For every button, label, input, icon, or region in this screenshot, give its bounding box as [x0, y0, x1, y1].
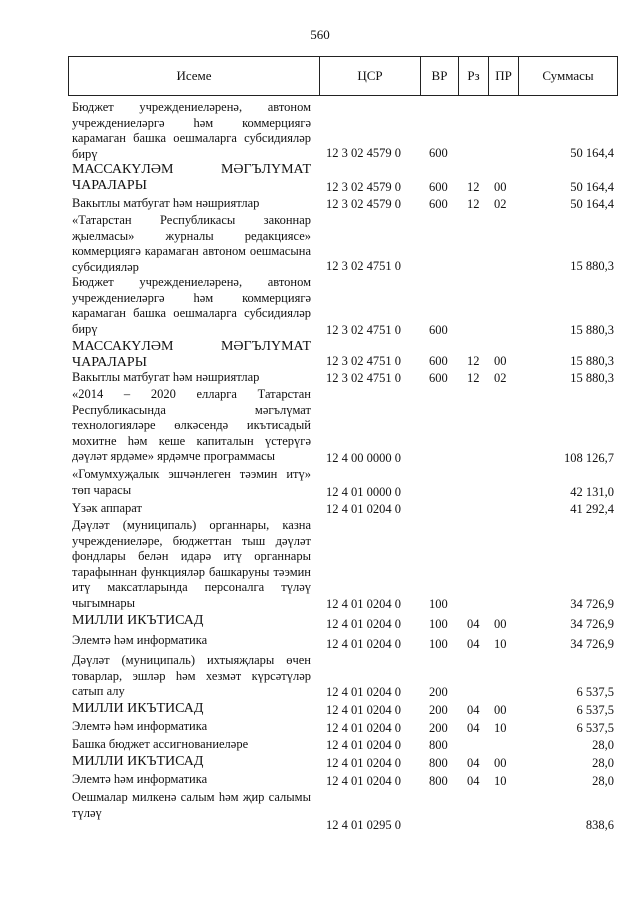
row-pr: 02	[494, 197, 507, 212]
row-csr: 12 3 02 4579 0	[326, 197, 401, 212]
table-row	[0, 737, 640, 754]
row-pr: 00	[494, 703, 507, 718]
row-vr: 200	[429, 685, 448, 700]
row-vr: 600	[429, 323, 448, 338]
row-pr: 10	[494, 637, 507, 652]
row-vr: 800	[429, 774, 448, 789]
row-rz: 12	[467, 371, 480, 386]
row-vr: 200	[429, 721, 448, 736]
row-csr: 12 3 02 4579 0	[326, 180, 401, 195]
row-pr: 00	[494, 756, 507, 771]
table-row	[0, 370, 640, 387]
row-name: Элемтә һәм информатика	[72, 719, 208, 733]
row-sum: 28,0	[592, 774, 614, 789]
row-name: Бюджет учреждениеләренә, автоном учреждениеләргә һәм коммерциягә карамаган башка оешмаларга субсидияләр бирү	[72, 100, 311, 161]
row-name: «Гомумхуҗалык эшчәнлеген тәэмин итү» төп чарасы	[72, 467, 311, 497]
table-row	[0, 100, 640, 162]
row-sum: 108 126,7	[564, 451, 614, 466]
row-vr: 600	[429, 371, 448, 386]
row-sum: 15 880,3	[570, 259, 614, 274]
row-rz: 12	[467, 197, 480, 212]
row-name: Башка бюджет ассигнованиеләре	[72, 737, 249, 751]
row-sum: 50 164,4	[570, 197, 614, 212]
budget-table-body	[0, 100, 640, 834]
table-row	[0, 653, 640, 701]
page-number: 560	[310, 27, 330, 42]
table-row	[0, 501, 640, 518]
row-rz: 12	[467, 354, 480, 369]
row-csr: 12 4 01 0295 0	[326, 818, 401, 833]
row-csr: 12 4 01 0204 0	[326, 637, 401, 652]
row-sum: 15 880,3	[570, 354, 614, 369]
table-row	[0, 754, 640, 772]
row-name: Вакытлы матбугат һәм нәшриятлар	[72, 370, 260, 384]
row-vr: 200	[429, 703, 448, 718]
header-rz: Рз	[458, 57, 488, 95]
row-rz: 12	[467, 180, 480, 195]
table-row	[0, 518, 640, 613]
table-row	[0, 275, 640, 339]
row-name: МИЛЛИ ИКЪТИСАД	[72, 754, 204, 769]
header-pr: ПР	[488, 57, 518, 95]
row-sum: 34 726,9	[570, 637, 614, 652]
table-header	[68, 56, 618, 96]
row-csr: 12 4 01 0000 0	[326, 485, 401, 500]
row-vr: 600	[429, 146, 448, 161]
table-row	[0, 701, 640, 719]
row-csr: 12 3 02 4751 0	[326, 323, 401, 338]
row-rz: 04	[467, 721, 480, 736]
row-sum: 50 164,4	[570, 146, 614, 161]
row-name: «Татарстан Республикасы законнар җыелмасы» журналы редакциясе» коммерциягә карамаган автоном оешмасына субсидияләр	[72, 213, 311, 274]
row-csr: 12 4 01 0204 0	[326, 685, 401, 700]
table-row	[0, 719, 640, 737]
row-sum: 6 537,5	[576, 703, 614, 718]
row-vr: 100	[429, 617, 448, 632]
row-name: МИЛЛИ ИКЪТИСАД	[72, 613, 204, 628]
row-vr: 800	[429, 756, 448, 771]
row-vr: 600	[429, 354, 448, 369]
row-name: Элемтә һәм информатика	[72, 772, 208, 786]
row-name: Вакытлы матбугат һәм нәшриятлар	[72, 196, 260, 210]
row-pr: 00	[494, 617, 507, 632]
row-csr: 12 3 02 4751 0	[326, 371, 401, 386]
row-sum: 6 537,5	[576, 721, 614, 736]
row-csr: 12 4 01 0204 0	[326, 756, 401, 771]
row-pr: 00	[494, 180, 507, 195]
row-sum: 28,0	[592, 738, 614, 753]
table-row	[0, 613, 640, 633]
row-sum: 42 131,0	[570, 485, 614, 500]
row-name: Дәүләт (муниципаль) органнары, казна учреждениеләре, бюджеттан тыш дәүләт фондлары белән идарә итү органнары тарафыннан функцияләр башкаруны тәэмин итү максатларында персоналга түләү чыгымнары	[72, 518, 311, 610]
row-name: МАССАКҮЛӘМ МӘГЪЛҮМАТ ЧАРАЛАРЫ	[72, 339, 311, 370]
table-row	[0, 387, 640, 467]
row-csr: 12 4 01 0204 0	[326, 721, 401, 736]
row-sum: 34 726,9	[570, 597, 614, 612]
row-csr: 12 4 01 0204 0	[326, 774, 401, 789]
table-row	[0, 633, 640, 653]
row-rz: 04	[467, 637, 480, 652]
header-csr: ЦСР	[319, 57, 420, 95]
row-name: Элемтә һәм информатика	[72, 633, 208, 647]
row-vr: 600	[429, 180, 448, 195]
row-csr: 12 4 01 0204 0	[326, 703, 401, 718]
row-name: МИЛЛИ ИКЪТИСАД	[72, 701, 204, 716]
row-rz: 04	[467, 774, 480, 789]
row-vr: 800	[429, 738, 448, 753]
row-rz: 04	[467, 703, 480, 718]
row-pr: 00	[494, 354, 507, 369]
row-csr: 12 3 02 4579 0	[326, 146, 401, 161]
table-row	[0, 790, 640, 834]
row-name: Оешмалар милкенә салым һәм җир салымы түләү	[72, 790, 311, 820]
row-csr: 12 4 00 0000 0	[326, 451, 401, 466]
row-csr: 12 4 01 0204 0	[326, 597, 401, 612]
row-rz: 04	[467, 617, 480, 632]
row-csr: 12 4 01 0204 0	[326, 617, 401, 632]
header-sum: Суммасы	[518, 57, 617, 95]
row-csr: 12 3 02 4751 0	[326, 259, 401, 274]
row-name: Дәүләт (муниципаль) ихтыяҗлары өчен товарлар, эшләр һәм хезмәт күрсәтүләр сатып алу	[72, 653, 311, 699]
row-name: МАССАКҮЛӘМ МӘГЪЛҮМАТ ЧАРАЛАРЫ	[72, 162, 311, 193]
row-sum: 838,6	[585, 818, 614, 833]
row-sum: 6 537,5	[576, 685, 614, 700]
row-rz: 04	[467, 756, 480, 771]
row-csr: 12 4 01 0204 0	[326, 502, 401, 517]
row-vr: 600	[429, 197, 448, 212]
table-row	[0, 162, 640, 196]
row-name: Үзәк аппарат	[72, 501, 142, 515]
row-sum: 50 164,4	[570, 180, 614, 195]
row-sum: 28,0	[592, 756, 614, 771]
row-sum: 15 880,3	[570, 323, 614, 338]
table-row	[0, 196, 640, 213]
table-row	[0, 467, 640, 501]
row-csr: 12 4 01 0204 0	[326, 738, 401, 753]
row-sum: 41 292,4	[570, 502, 614, 517]
row-name: «2014 – 2020 елларга Татарстан Республикасында мәгълүмат технологияләре өлкәсендә икътисадый мохитне һәм кеше капиталын үстерүгә дәүләт ярдәме» ярдәмче программасы	[72, 387, 311, 464]
row-name: Бюджет учреждениеләренә, автоном учреждениеләргә һәм коммерциягә карамаган башка оешмаларга субсидияләр бирү	[72, 275, 311, 336]
header-name: Исеме	[176, 68, 212, 83]
row-sum: 34 726,9	[570, 617, 614, 632]
row-sum: 15 880,3	[570, 371, 614, 386]
row-vr: 100	[429, 597, 448, 612]
table-row	[0, 339, 640, 370]
table-row	[0, 772, 640, 790]
row-vr: 100	[429, 637, 448, 652]
row-csr: 12 3 02 4751 0	[326, 354, 401, 369]
table-row	[0, 213, 640, 275]
row-pr: 02	[494, 371, 507, 386]
header-vr: ВР	[420, 57, 458, 95]
row-pr: 10	[494, 774, 507, 789]
row-pr: 10	[494, 721, 507, 736]
